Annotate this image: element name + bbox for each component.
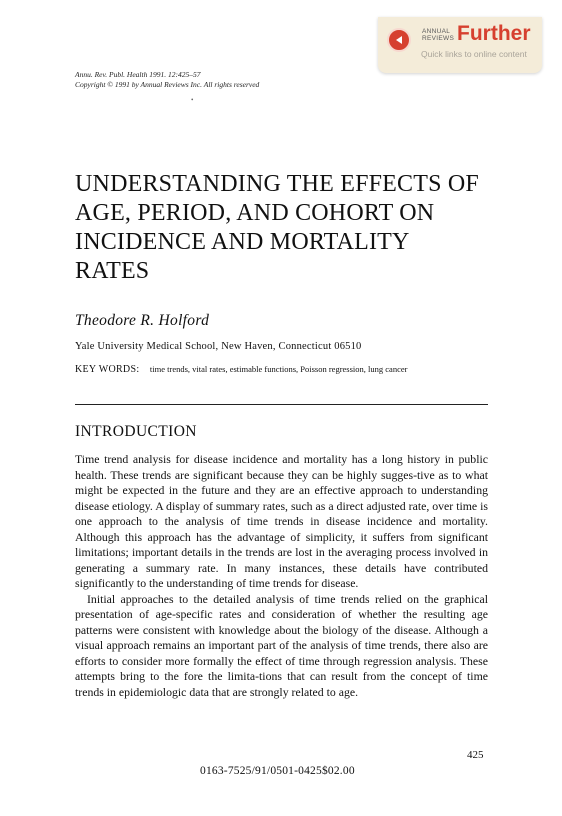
title-line-4: RATES (75, 258, 150, 284)
title-line-2: AGE, PERIOD, AND COHORT ON (75, 200, 435, 226)
annual-reviews-further-badge[interactable] (378, 17, 542, 73)
keywords (75, 364, 407, 375)
issn-price-code: 0163-7525/91/0501-0425$02.00 (200, 765, 355, 777)
journal-citation (75, 70, 259, 90)
paragraph: Initial approaches to the detailed analysis of time trends relied on the graphical presentation of age-specific rates and consideration of whether the resulting age patterns were consistent with knowledge about the biology of the disease. Although a visual approach remains an important part of the analysis of time trends, there also are efforts to consider more formally the effect of time through regression analysis. These attempts bring to the fore the limita-tions that can result from the concept of time trends in epidemiologic data that are strongly related to age. (75, 591, 488, 699)
title-line-3: INCIDENCE AND MORTALITY (75, 229, 410, 255)
citation-line-2: Copyright © 1991 by Annual Reviews Inc. All rights reserved (75, 80, 260, 89)
keywords-label: KEY WORDS: (75, 364, 140, 375)
badge-reviews-text: REVIEWS (422, 35, 455, 42)
section-heading: INTRODUCTION (75, 423, 197, 440)
author-affiliation: Yale University Medical School, New Haven, Connecticut 06510 (75, 341, 362, 352)
badge-annual-reviews-label (422, 28, 454, 42)
section-divider (75, 404, 488, 405)
stray-dot: • (191, 96, 194, 104)
keywords-list: time trends, vital rates, estimable functions, Poisson regression, lung cancer (149, 364, 408, 374)
play-back-icon (387, 28, 411, 52)
author-name: Theodore R. Holford (75, 312, 210, 329)
article-title (75, 170, 515, 286)
title-line-1: UNDERSTANDING THE EFFECTS OF (75, 171, 479, 197)
badge-annual-text: ANNUAL (422, 28, 451, 35)
badge-further-label: Further (457, 22, 531, 45)
badge-subtitle: Quick links to online content (421, 49, 527, 59)
paragraph: Time trend analysis for disease incidence and mortality has a long history in public health. These trends are significant because they can be highly sugges-tive as to what might be expected in the future and they are an effective approach to understanding disease etiology. A display of summary rates, such as a direct adjusted rate, over time is one approach to the analysis of time trends in disease incidence and mortality. Although this approach has the advantage of simplicity, it suffers from significant limitations; important details in the trends are lost in the averaging process involved in generating a summary rate. In many instances, these details have contributed significantly to the understanding of time trends for disease. (75, 452, 488, 590)
page-number: 425 (467, 749, 484, 761)
introduction-body (75, 452, 488, 700)
citation-line-1: Annu. Rev. Publ. Health 1991. 12:425–57 (75, 70, 201, 79)
